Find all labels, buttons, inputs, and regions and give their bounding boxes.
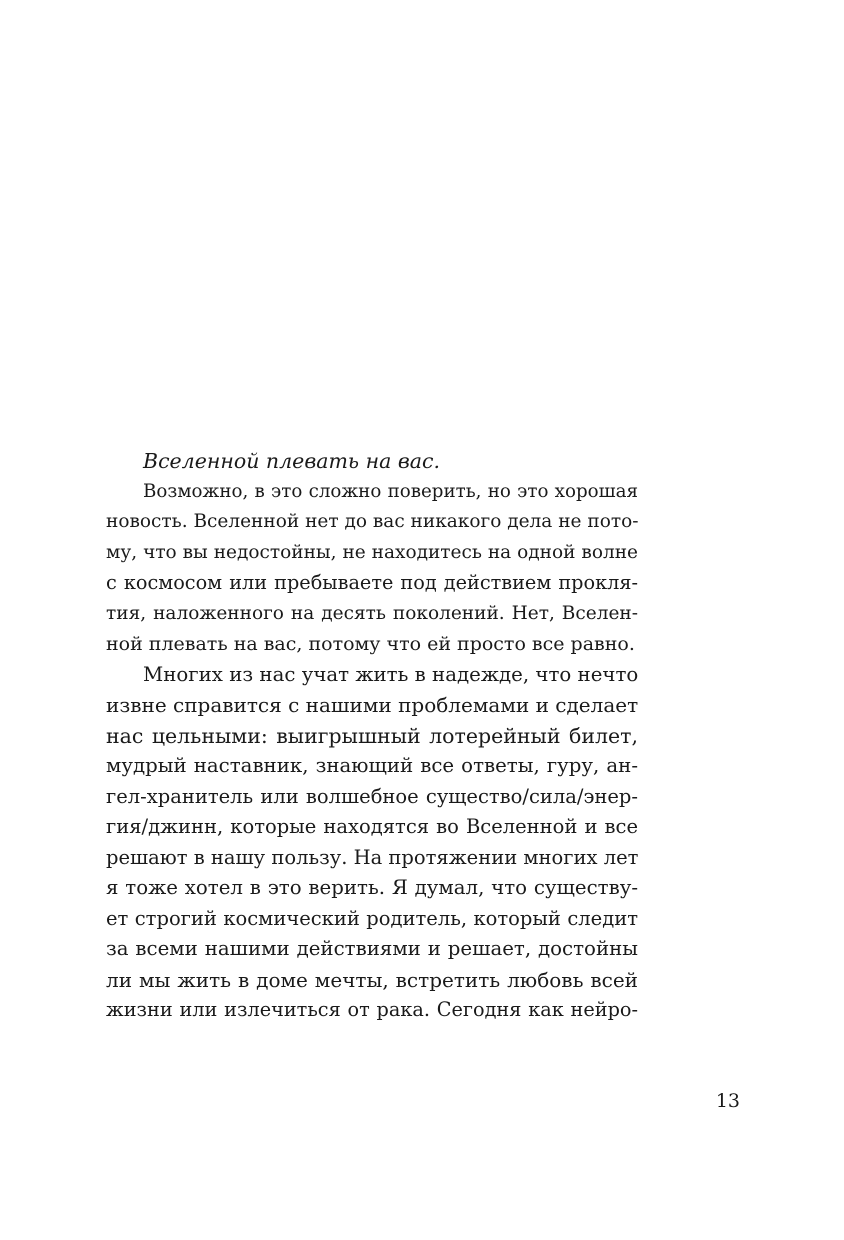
page-number: 13 — [715, 1090, 740, 1112]
paragraph-line: ет строгий космический родитель, который следит — [106, 906, 638, 930]
paragraph-line: мудрый наставник, знающий все ответы, гуру, ан- — [106, 754, 638, 777]
paragraph-line: извне справится с нашими проблемами и сделает — [106, 693, 639, 717]
paragraph-line: за всеми нашими действиями и решает, достойны — [106, 937, 638, 960]
paragraph-line: решают в нашу пользу. На протяжении многих лет — [106, 845, 639, 869]
paragraph-line: с космосом или пребываете под действием прокля- — [106, 571, 638, 594]
paragraph-line: гел-хранитель или волшебное существо/сила/энер- — [106, 784, 638, 808]
paragraph-line: му, что вы недостойны, не находитесь на одной волне — [106, 541, 638, 563]
paragraph-2 — [106, 660, 638, 1026]
epigraph-line: Вселенной плевать на вас. — [143, 449, 440, 473]
body-text — [106, 446, 638, 1026]
paragraph-line: нас цельными: выигрышный лотерейный билет, — [106, 723, 638, 748]
paragraph-line: жизни или излечиться от рака. Сегодня как нейро- — [106, 998, 638, 1021]
paragraph-line: ной плевать на вас, потому что ей просто все равно. — [106, 633, 635, 655]
paragraph-line: Возможно, в это сложно поверить, но это хорошая — [143, 480, 638, 502]
paragraph-line: Многих из нас учат жить в надежде, что нечто — [143, 662, 639, 686]
paragraph-1 — [106, 477, 638, 660]
paragraph-line: я тоже хотел в это верить. Я думал, что существу- — [106, 876, 638, 899]
paragraph-line: новость. Вселенной нет до вас никакого дела не пото- — [106, 511, 639, 532]
paragraph-line: гия/джинн, которые находятся во Вселенной и все — [106, 815, 638, 838]
paragraph-line: ли мы жить в доме мечты, встретить любовь всей — [106, 967, 638, 992]
paragraph-line: тия, наложенного на десять поколений. Нет, Вселен- — [106, 602, 638, 624]
